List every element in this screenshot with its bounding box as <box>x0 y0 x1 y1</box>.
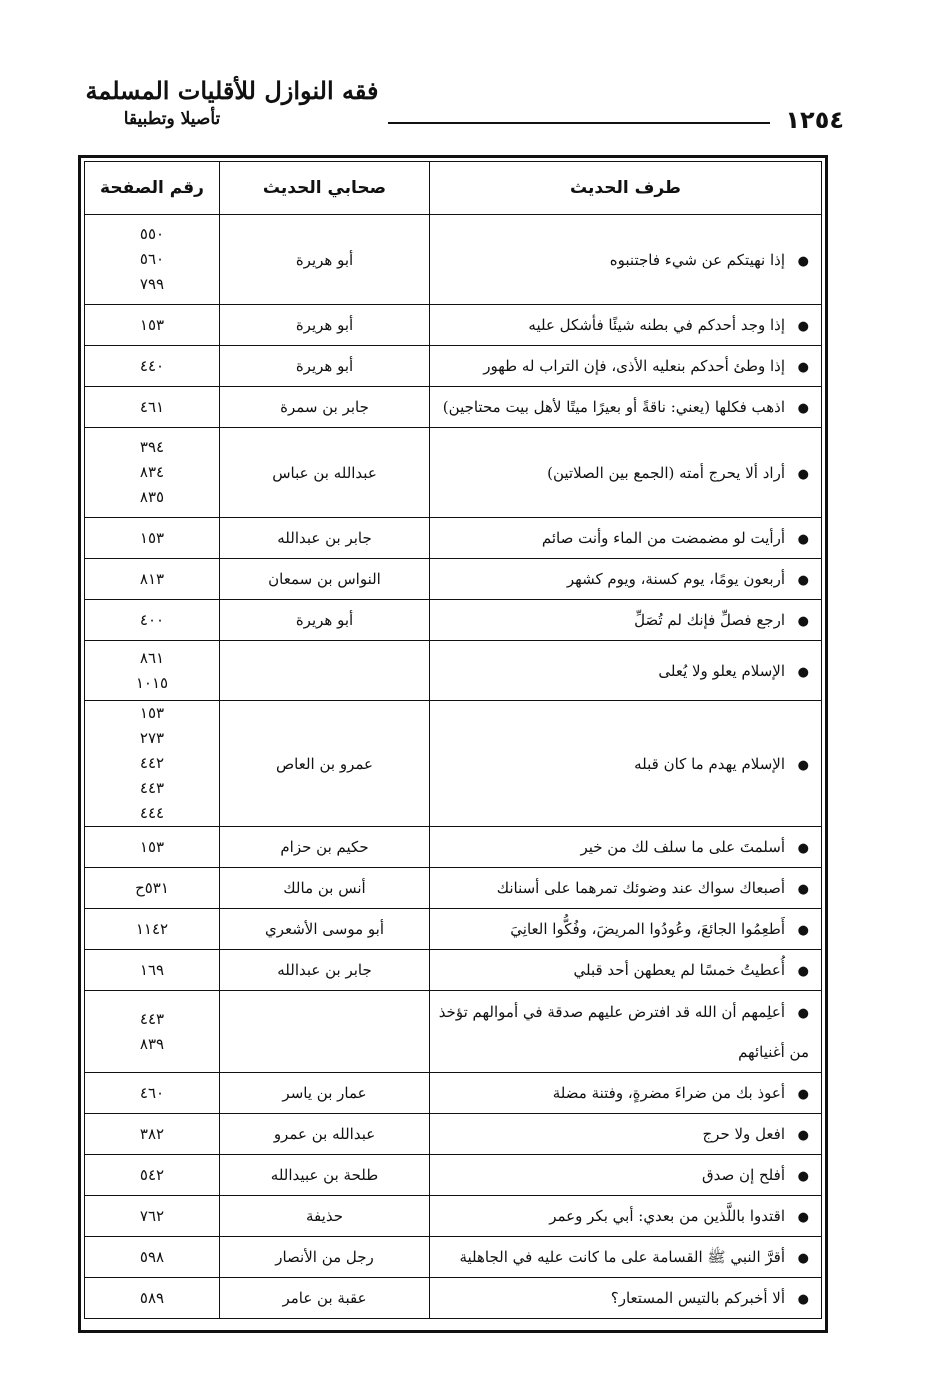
hadith-cell <box>430 950 822 991</box>
page-number: ١٢٥٤ <box>785 106 844 134</box>
bullet-icon: ● <box>797 466 809 482</box>
hadith-text: أرأيت لو مضمضت من الماء وأنت صائم <box>541 529 785 547</box>
bullet-icon: ● <box>797 1128 809 1143</box>
table-row <box>85 868 822 909</box>
table-row <box>85 387 822 428</box>
sahabi-cell: حذيفة <box>220 1196 430 1237</box>
pages-cell <box>85 991 220 1073</box>
table-header-row <box>85 162 822 215</box>
table-row <box>85 559 822 600</box>
page-ref: ٨٦١ <box>139 648 165 667</box>
sahabi-cell: عبدالله بن عمرو <box>220 1114 430 1155</box>
bullet-icon: ● <box>797 1169 809 1184</box>
pages-cell <box>85 1155 220 1196</box>
sahabi-cell: أبو هريرة <box>220 215 430 305</box>
sahabi-cell: النواس بن سمعان <box>220 559 430 600</box>
hadith-cell <box>430 518 822 559</box>
sahabi-cell: جابر بن عبدالله <box>220 950 430 991</box>
hadith-cell <box>430 701 822 827</box>
bullet-icon: ● <box>797 319 809 334</box>
hadith-text: اقتدوا باللَّذين من بعدي: أبي بكر وعمر <box>549 1207 785 1225</box>
table-row <box>85 428 822 518</box>
page-ref: ٥٥٠ <box>139 225 165 243</box>
bullet-icon: ● <box>797 401 809 416</box>
hadith-cell <box>430 346 822 387</box>
bullet-icon: ● <box>797 841 809 856</box>
page-ref: ٣٩٤ <box>139 438 165 456</box>
hadith-cell <box>430 559 822 600</box>
sahabi-cell: عبدالله بن عباس <box>220 428 430 518</box>
sahabi-cell: أبو هريرة <box>220 346 430 387</box>
hadith-text: أربعون يومًا، يوم كسنة، ويوم كشهر <box>566 570 785 588</box>
pages-cell <box>85 346 220 387</box>
column-header-pages: رقم الصفحة <box>85 162 220 215</box>
hadith-cell <box>430 215 822 305</box>
table-row <box>85 827 822 868</box>
hadith-text: أقرَّ النبي ﷺ القسامة على ما كانت عليه في الجاهلية <box>459 1248 785 1266</box>
table-row <box>85 305 822 346</box>
page-ref: ٧٦٢ <box>139 1206 165 1225</box>
hadith-text: أَطعِمُوا الجائعَ، وعُودُوا المريضَ، وفُكُّوا العانِيَ <box>510 920 785 938</box>
hadith-text: إذا نهيتكم عن شيء فاجتنبوه <box>609 250 785 269</box>
pages-cell <box>85 305 220 346</box>
hadith-cell <box>430 1278 822 1319</box>
table-row <box>85 1073 822 1114</box>
pages-cell <box>85 559 220 600</box>
pages-cell <box>85 1196 220 1237</box>
book-subtitle: تأصيلا وتطبيقا <box>123 109 221 129</box>
hadith-cell <box>430 1155 822 1196</box>
hadith-text: ألا أخبركم بالتيس المستعار؟ <box>610 1289 785 1307</box>
table-row <box>85 701 822 827</box>
pages-cell <box>85 518 220 559</box>
pages-cell <box>85 827 220 868</box>
hadith-text: أعلِمهم أن الله قد افترض عليهم صدقة في أموالهم تؤخذ من أغنيائهم <box>438 1002 809 1061</box>
table-row <box>85 950 822 991</box>
hadith-cell <box>430 827 822 868</box>
book-title-block <box>82 74 382 130</box>
sahabi-cell <box>220 991 430 1073</box>
bullet-icon: ● <box>797 1005 809 1021</box>
hadith-text: أفلح إن صدق <box>702 1166 785 1184</box>
column-header-sahabi: صحابي الحديث <box>220 162 430 215</box>
pages-cell <box>85 600 220 641</box>
sahabi-cell: جابر بن سمرة <box>220 387 430 428</box>
sahabi-cell: عمرو بن العاص <box>220 701 430 827</box>
table-row <box>85 1155 822 1196</box>
page-header <box>78 70 850 150</box>
page-ref: ٤٦١ <box>139 397 165 416</box>
page-ref: ٤٤٤ <box>139 804 165 822</box>
page-ref: ٤٠٠ <box>139 610 165 629</box>
hadith-text: أعوذ بك من ضراءَ مضرةٍ، وفتنة مضلة <box>552 1084 785 1102</box>
hadith-cell <box>430 387 822 428</box>
page-ref: ٥٦٠ <box>139 250 165 268</box>
bullet-icon: ● <box>797 1087 809 1102</box>
page-ref: ٤٦٠ <box>139 1083 165 1102</box>
table-row <box>85 600 822 641</box>
table-row <box>85 1196 822 1237</box>
bullet-icon: ● <box>797 1210 809 1225</box>
table-row <box>85 1114 822 1155</box>
table-row <box>85 518 822 559</box>
pages-cell <box>85 215 220 305</box>
page-ref: ٤٤٠ <box>139 356 165 375</box>
sahabi-cell: أبو هريرة <box>220 305 430 346</box>
page-ref: ٥٤٢ <box>139 1165 165 1184</box>
page-ref: ٥٩٨ <box>139 1247 165 1266</box>
hadith-cell <box>430 1237 822 1278</box>
bullet-icon: ● <box>797 1292 809 1307</box>
hadith-cell <box>430 868 822 909</box>
page-ref: ٤٤٢ <box>139 754 165 772</box>
hadith-text: ارجع فصلِّ فإنك لم تُصَلِّ <box>634 611 785 629</box>
pages-cell <box>85 1114 220 1155</box>
hadith-text: اذهب فكلها (يعني: ناقةً أو بعيرًا ميتًا لأهل بيت محتاجين) <box>442 398 785 416</box>
column-header-hadith: طرف الحديث <box>430 162 822 215</box>
sahabi-cell: أبو موسى الأشعري <box>220 909 430 950</box>
pages-cell <box>85 701 220 827</box>
sahabi-cell: أنس بن مالك <box>220 868 430 909</box>
table-row <box>85 641 822 701</box>
hadith-cell <box>430 991 822 1073</box>
page-ref: ٨١٣ <box>139 569 165 588</box>
pages-cell <box>85 1237 220 1278</box>
hadith-text: الإسلام يعلو ولا يُعلى <box>658 661 785 680</box>
page-ref: ٧٩٩ <box>139 275 165 293</box>
page-ref: ٥٣١ح <box>135 878 169 897</box>
hadith-text: أصبعاك سواك عند وضوئك تمرهما على أسنانك <box>496 879 785 897</box>
pages-cell <box>85 387 220 428</box>
page-ref: ١٠١٥ <box>135 673 169 692</box>
pages-cell <box>85 1073 220 1114</box>
page-ref: ١٥٣ <box>139 528 165 547</box>
table-row <box>85 1278 822 1319</box>
bullet-icon: ● <box>797 573 809 588</box>
sahabi-cell: جابر بن عبدالله <box>220 518 430 559</box>
page-ref: ١٥٣ <box>139 315 165 334</box>
pages-cell <box>85 909 220 950</box>
bullet-icon: ● <box>797 964 809 979</box>
sahabi-cell: عمار بن ياسر <box>220 1073 430 1114</box>
bullet-icon: ● <box>797 253 809 269</box>
bullet-icon: ● <box>797 664 809 680</box>
header-rule <box>388 122 770 124</box>
hadith-text: أسلمتَ على ما سلف لك من خير <box>580 838 785 856</box>
hadith-cell <box>430 641 822 701</box>
pages-cell <box>85 868 220 909</box>
sahabi-cell: طلحة بن عبيدالله <box>220 1155 430 1196</box>
hadith-cell <box>430 600 822 641</box>
page-ref: ١٥٣ <box>139 704 165 722</box>
hadith-index-table <box>84 161 822 1319</box>
hadith-cell <box>430 1073 822 1114</box>
bullet-icon: ● <box>797 923 809 938</box>
hadith-index-table-frame <box>78 155 828 1333</box>
hadith-text: أُعطيتُ خمسًا لم يعطهن أحد قبلي <box>573 961 785 979</box>
page-ref: ٤٤٣ <box>139 1009 165 1028</box>
pages-cell <box>85 1278 220 1319</box>
page-ref: ٨٣٤ <box>139 463 165 481</box>
table-row <box>85 991 822 1073</box>
bullet-icon: ● <box>797 1251 809 1266</box>
page-ref: ٥٨٩ <box>139 1288 165 1307</box>
hadith-cell <box>430 428 822 518</box>
page-ref: ٨٣٥ <box>139 488 165 506</box>
page-ref: ١٦٩ <box>139 960 165 979</box>
pages-cell <box>85 950 220 991</box>
page-ref: ٣٨٢ <box>139 1124 165 1143</box>
hadith-cell <box>430 1114 822 1155</box>
hadith-text: افعل ولا حرج <box>702 1125 785 1143</box>
hadith-text: أراد ألا يحرج أمته (الجمع بين الصلاتين) <box>547 463 785 482</box>
page-ref: ١٥٣ <box>139 837 165 856</box>
sahabi-cell: عقبة بن عامر <box>220 1278 430 1319</box>
sahabi-cell: رجل من الأنصار <box>220 1237 430 1278</box>
table-row <box>85 909 822 950</box>
page-ref: ٤٤٣ <box>139 779 165 797</box>
hadith-text: إذا وجد أحدكم في بطنه شيئًا فأشكل عليه <box>528 316 785 334</box>
hadith-cell <box>430 1196 822 1237</box>
hadith-cell <box>430 305 822 346</box>
page-ref: ٨٣٩ <box>139 1034 165 1053</box>
bullet-icon: ● <box>797 757 809 773</box>
hadith-text: إذا وطئ أحدكم بنعليه الأذى، فإن التراب له طهور <box>483 357 785 375</box>
bullet-icon: ● <box>797 360 809 375</box>
page-ref: ٢٧٣ <box>139 729 165 747</box>
sahabi-cell: أبو هريرة <box>220 600 430 641</box>
pages-cell <box>85 428 220 518</box>
sahabi-cell <box>220 641 430 701</box>
bullet-icon: ● <box>797 532 809 547</box>
table-row <box>85 215 822 305</box>
hadith-cell <box>430 909 822 950</box>
pages-cell <box>85 641 220 701</box>
bullet-icon: ● <box>797 614 809 629</box>
page-ref: ١١٤٢ <box>135 919 169 938</box>
table-body <box>85 215 822 1319</box>
bullet-icon: ● <box>797 882 809 897</box>
book-title: فقه النوازل للأقليات المسلمة <box>85 76 379 105</box>
sahabi-cell: حكيم بن حزام <box>220 827 430 868</box>
table-row <box>85 1237 822 1278</box>
table-row <box>85 346 822 387</box>
hadith-text: الإسلام يهدم ما كان قبله <box>634 754 785 773</box>
